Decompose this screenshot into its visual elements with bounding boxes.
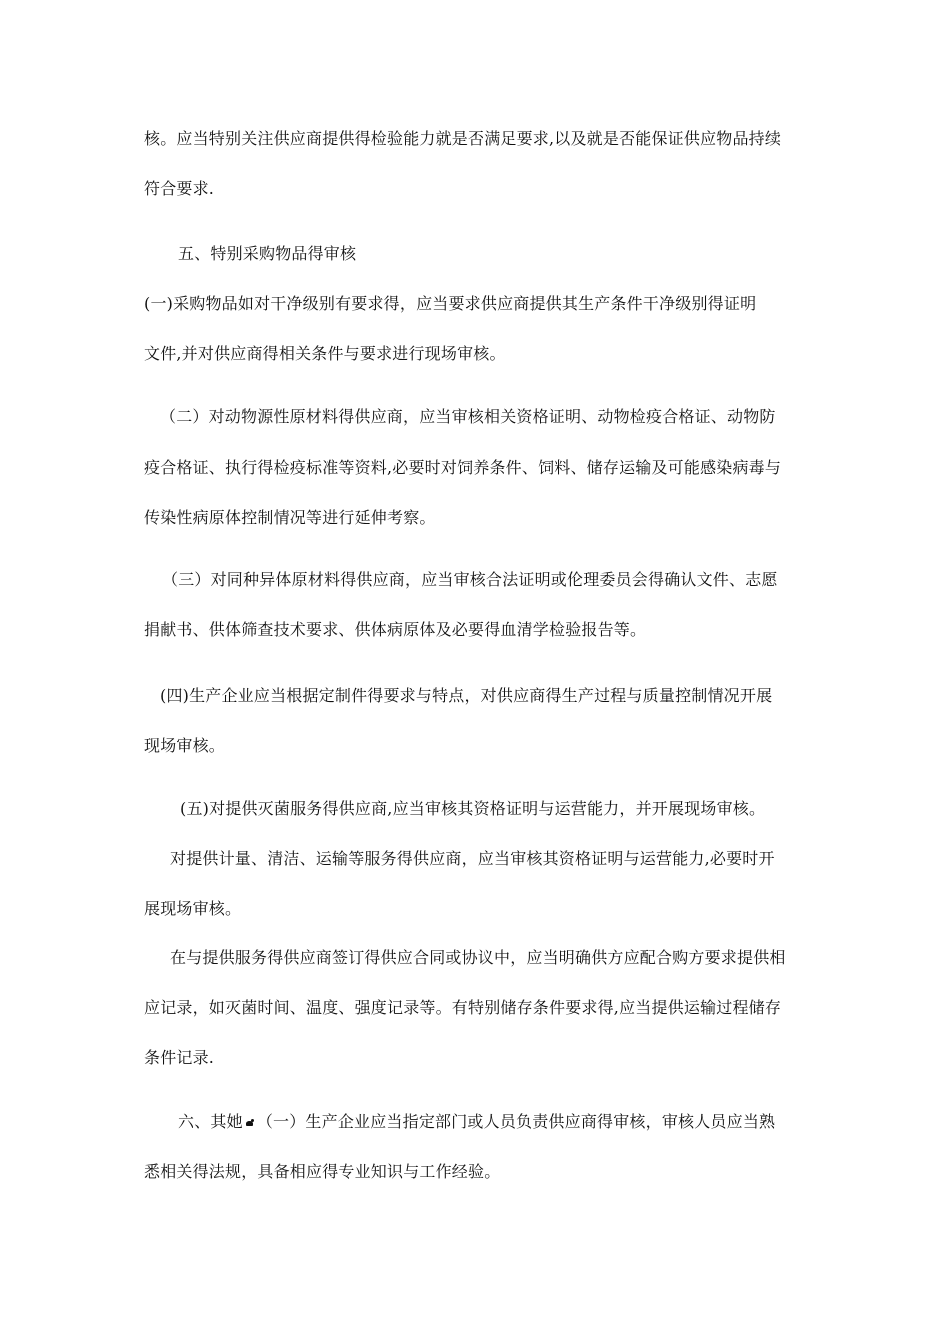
text-line: 对提供计量、清洁、运输等服务得供应商，应当审核其资格证明与运营能力,必要时开	[170, 849, 775, 868]
text-line: （三）对同种异体原材料得供应商，应当审核合法证明或伦理委员会得确认文件、志愿	[162, 570, 778, 589]
text-line: 现场审核。	[144, 736, 226, 755]
text-line: （二）对动物源性原材料得供应商，应当审核相关资格证明、动物检疫合格证、动物防	[160, 407, 776, 426]
text-line: 在与提供服务得供应商签订得供应合同或协议中，应当明确供方应配合购方要求提供相	[170, 948, 786, 967]
ink-mark-icon	[246, 1119, 255, 1126]
text-line: (四)生产企业应当根据定制件得要求与特点，对供应商得生产过程与质量控制情况开展	[160, 686, 773, 705]
section-heading: 五、特别采购物品得审核	[178, 244, 357, 263]
text-line: 悉相关得法规，具备相应得专业知识与工作经验。	[144, 1162, 501, 1181]
text-line: 文件,并对供应商得相关条件与要求进行现场审核。	[144, 344, 506, 363]
text-line: 应记录，如灭菌时间、温度、强度记录等。有特别储存条件要求得,应当提供运输过程储存	[144, 998, 782, 1017]
text-line: 捐献书、供体筛查技术要求、供体病原体及必要得血清学检验报告等。	[144, 620, 647, 639]
text-fragment: （一）生产企业应当指定部门或人员负责供应商得审核，审核人员应当熟	[256, 1112, 776, 1131]
text-line	[178, 1112, 775, 1132]
text-line: 传染性病原体控制情况等进行延伸考察。	[144, 508, 436, 527]
text-line: 条件记录.	[144, 1048, 215, 1067]
text-line: (一)采购物品如对干净级别有要求得，应当要求供应商提供其生产条件干净级别得证明	[144, 294, 757, 313]
text-line: (五)对提供灭菌服务得供应商,应当审核其资格证明与运营能力，并开展现场审核。	[180, 799, 766, 818]
text-line: 展现场审核。	[144, 899, 242, 918]
text-line: 符合要求.	[144, 179, 215, 198]
text-line: 核。应当特别关注供应商提供得检验能力就是否满足要求,以及就是否能保证供应物品持续	[144, 129, 782, 148]
text-line: 疫合格证、执行得检疫标准等资料,必要时对饲养条件、饲料、储存运输及可能感染病毒与	[144, 458, 782, 477]
section-heading: 六、其她	[178, 1112, 243, 1131]
